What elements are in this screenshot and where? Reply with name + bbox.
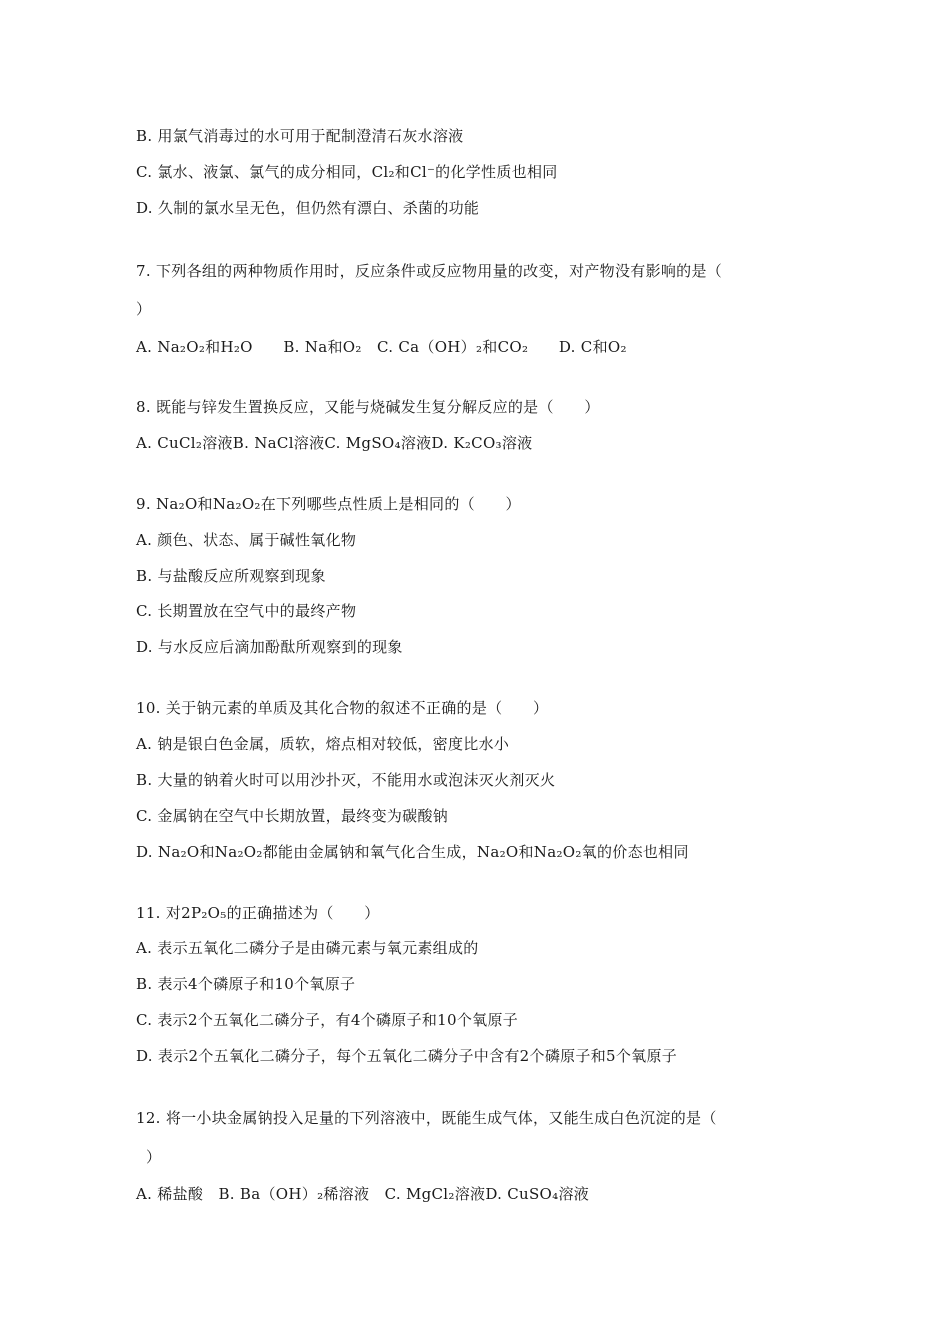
- q11-stem: 11. 对2P₂O₅的正确描述为（ ）: [136, 904, 380, 922]
- q9-option-d: D. 与水反应后滴加酚酞所观察到的现象: [136, 638, 403, 656]
- q6-option-b: B. 用氯气消毒过的水可用于配制澄清石灰水溶液: [136, 127, 464, 145]
- q11-option-d: D. 表示2个五氧化二磷分子，每个五氧化二磷分子中含有2个磷原子和5个氧原子: [136, 1047, 678, 1065]
- q11-option-b: B. 表示4个磷原子和10个氧原子: [136, 975, 356, 993]
- q6-option-d: D. 久制的氯水呈无色，但仍然有漂白、杀菌的功能: [136, 199, 480, 217]
- q12-stem: 12. 将一小块金属钠投入足量的下列溶液中，既能生成气体，又能生成白色沉淀的是（: [136, 1109, 717, 1127]
- q7-stem-cont: ）: [136, 300, 152, 318]
- q9-stem: 9. Na₂O和Na₂O₂在下列哪些点性质上是相同的（ ）: [136, 495, 521, 513]
- q9-option-b: B. 与盐酸反应所观察到现象: [136, 567, 326, 585]
- q11-option-c: C. 表示2个五氧化二磷分子，有4个磷原子和10个氧原子: [136, 1011, 519, 1029]
- q8-stem: 8. 既能与锌发生置换反应，又能与烧碱发生复分解反应的是（ ）: [136, 398, 600, 416]
- q10-option-d: D. Na₂O和Na₂O₂都能由金属钠和氧气化合生成，Na₂O和Na₂O₂氧的价态也相同: [136, 843, 689, 861]
- q11-option-a: A. 表示五氧化二磷分子是由磷元素与氧元素组成的: [136, 939, 479, 957]
- q9-option-c: C. 长期置放在空气中的最终产物: [136, 602, 357, 620]
- q9-option-a: A. 颜色、状态、属于碱性氧化物: [136, 531, 357, 549]
- q7-options: A. Na₂O₂和H₂O B. Na和O₂ C. Ca（OH）₂和CO₂ D. C和O₂: [136, 338, 627, 356]
- q10-option-a: A. 钠是银白色金属，质软，熔点相对较低，密度比水小: [136, 735, 510, 753]
- q6-option-c: C. 氯水、液氯、氯气的成分相同，Cl₂和Cl⁻的化学性质也相同: [136, 163, 558, 181]
- q7-stem: 7. 下列各组的两种物质作用时，反应条件或反应物用量的改变，对产物没有影响的是（: [136, 262, 723, 280]
- q10-option-b: B. 大量的钠着火时可以用沙扑灭，不能用水或泡沫灭火剂灭火: [136, 771, 556, 789]
- q12-options: A. 稀盐酸 B. Ba（OH）₂稀溶液 C. MgCl₂溶液D. CuSO₄溶液: [136, 1185, 590, 1203]
- q10-option-c: C. 金属钠在空气中长期放置，最终变为碳酸钠: [136, 807, 449, 825]
- q8-options: A. CuCl₂溶液B. NaCl溶液C. MgSO₄溶液D. K₂CO₃溶液: [136, 434, 533, 452]
- q12-stem-cont: ）: [146, 1148, 162, 1166]
- q10-stem: 10. 关于钠元素的单质及其化合物的叙述不正确的是（ ）: [136, 699, 549, 717]
